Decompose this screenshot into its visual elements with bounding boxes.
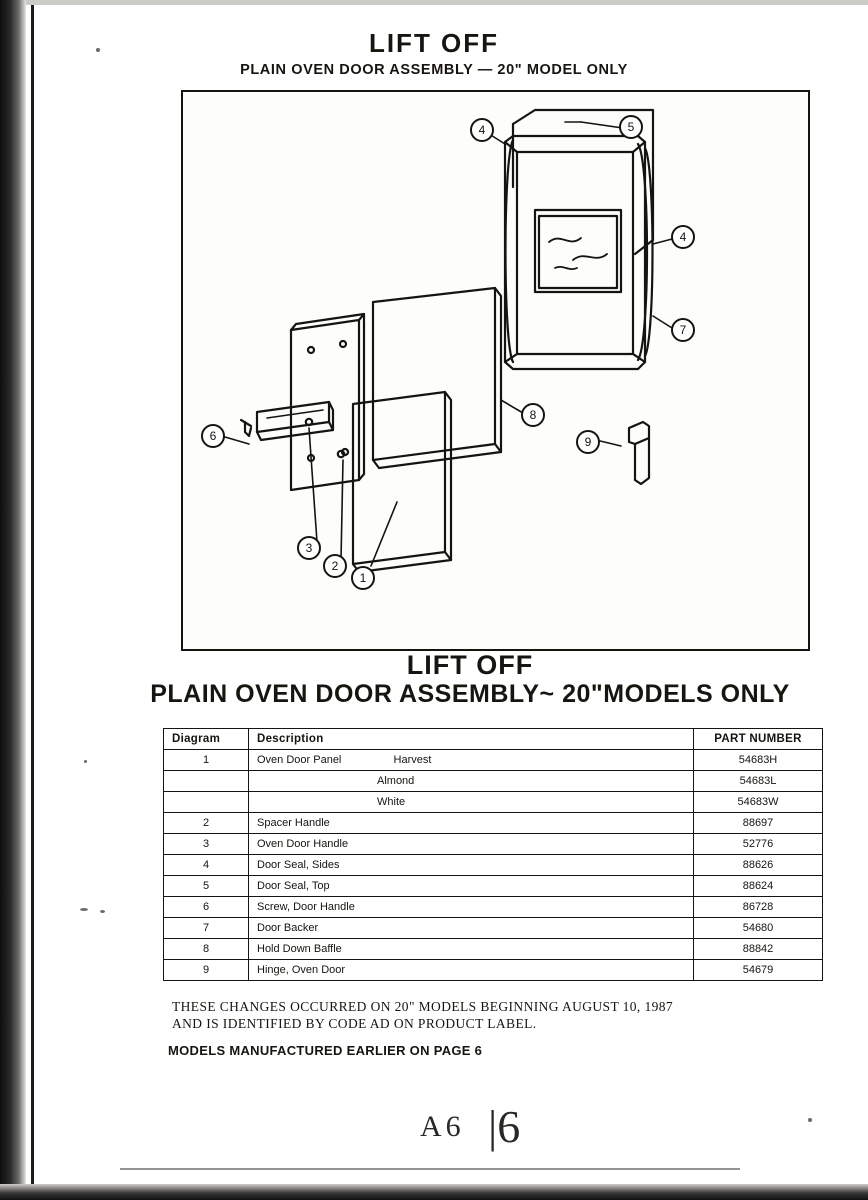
cell-description: Hinge, Oven Door xyxy=(249,960,694,981)
cell-part-number: 54680 xyxy=(694,918,823,939)
cell-description-text: Oven Door Panel xyxy=(257,754,342,766)
cell-diagram: 8 xyxy=(164,939,249,960)
footnote-line-3: MODELS MANUFACTURED EARLIER ON PAGE 6 xyxy=(168,1043,483,1058)
table-row xyxy=(164,897,823,918)
cell-description: Hold Down Baffle xyxy=(249,939,694,960)
scan-artifact-line xyxy=(120,1168,740,1170)
cell-part-number: 54679 xyxy=(694,960,823,981)
cell-diagram xyxy=(164,771,249,792)
cell-part-number: 54683W xyxy=(694,792,823,813)
table-row xyxy=(164,855,823,876)
table-row xyxy=(164,771,823,792)
page-title: LIFT OFF xyxy=(368,28,500,58)
cell-description: Oven Door Handle xyxy=(249,834,694,855)
cell-description: Spacer Handle xyxy=(249,813,694,834)
footnote-block xyxy=(172,998,812,1032)
cell-part-number: 54683L xyxy=(694,771,823,792)
scan-edge-left-line xyxy=(31,0,34,1200)
scan-speck xyxy=(808,1118,812,1122)
cell-description xyxy=(249,750,694,771)
cell-description: Door Seal, Top xyxy=(249,876,694,897)
cell-diagram: 4 xyxy=(164,855,249,876)
parts-table xyxy=(163,728,823,981)
scan-speck xyxy=(80,908,88,911)
cell-part-number: 54683H xyxy=(694,750,823,771)
column-header-description: Description xyxy=(249,729,694,750)
scan-speck xyxy=(100,910,105,913)
cell-diagram: 9 xyxy=(164,960,249,981)
table-row xyxy=(164,939,823,960)
cell-part-number: 88842 xyxy=(694,939,823,960)
callout-2: 2 xyxy=(331,559,339,573)
callout-7: 7 xyxy=(679,323,687,337)
cell-diagram: 2 xyxy=(164,813,249,834)
callout-4b: 4 xyxy=(679,230,687,244)
table-row xyxy=(164,792,823,813)
cell-description: Screw, Door Handle xyxy=(249,897,694,918)
cell-description: Door Seal, Sides xyxy=(249,855,694,876)
cell-diagram xyxy=(164,792,249,813)
figure-title: LIFT OFF xyxy=(406,650,534,680)
scan-speck xyxy=(84,760,87,763)
cell-description-variant: White xyxy=(249,792,694,813)
exploded-diagram xyxy=(181,90,810,651)
table-header-row xyxy=(164,729,823,750)
table-row xyxy=(164,834,823,855)
cell-diagram: 7 xyxy=(164,918,249,939)
cell-description-variant: Almond xyxy=(249,771,694,792)
footnote-line-2: AND IS IDENTIFIED BY CODE AD ON PRODUCT LABEL. xyxy=(172,1016,537,1031)
page-subtitle: PLAIN OVEN DOOR ASSEMBLY — 20" MODEL ONLY xyxy=(240,62,628,78)
cell-part-number: 86728 xyxy=(694,897,823,918)
table-row xyxy=(164,750,823,771)
cell-description-variant: Harvest xyxy=(393,754,432,766)
callout-4a: 4 xyxy=(478,123,486,137)
callout-9: 9 xyxy=(584,435,592,449)
cell-part-number: 52776 xyxy=(694,834,823,855)
callout-6: 6 xyxy=(209,429,217,443)
cell-diagram: 1 xyxy=(164,750,249,771)
cell-part-number: 88626 xyxy=(694,855,823,876)
table-row xyxy=(164,876,823,897)
cell-part-number: 88697 xyxy=(694,813,823,834)
column-header-diagram: Diagram xyxy=(164,729,249,750)
figure-subtitle: PLAIN OVEN DOOR ASSEMBLY~ 20"MODELS ONLY xyxy=(150,680,790,708)
table-row xyxy=(164,960,823,981)
cell-diagram: 3 xyxy=(164,834,249,855)
callout-5: 5 xyxy=(627,120,635,134)
footnote-line-1: THESE CHANGES OCCURRED ON 20" MODELS BEGINNING AUGUST 10, 1987 xyxy=(172,999,674,1014)
table-row xyxy=(164,918,823,939)
cell-diagram: 5 xyxy=(164,876,249,897)
scan-edge-bottom xyxy=(0,1184,868,1200)
callout-3: 3 xyxy=(305,541,313,555)
scan-edge-top xyxy=(26,0,868,5)
callout-8: 8 xyxy=(529,408,537,422)
callout-1: 1 xyxy=(359,571,367,585)
cell-description: Door Backer xyxy=(249,918,694,939)
table-row xyxy=(164,813,823,834)
cell-diagram: 6 xyxy=(164,897,249,918)
scan-edge-left xyxy=(0,0,26,1200)
column-header-part-number: PART NUMBER xyxy=(694,729,823,750)
cell-part-number: 88624 xyxy=(694,876,823,897)
handwritten-mark: |6 xyxy=(488,1101,521,1152)
handwritten-annotation: A6 xyxy=(420,1110,465,1143)
